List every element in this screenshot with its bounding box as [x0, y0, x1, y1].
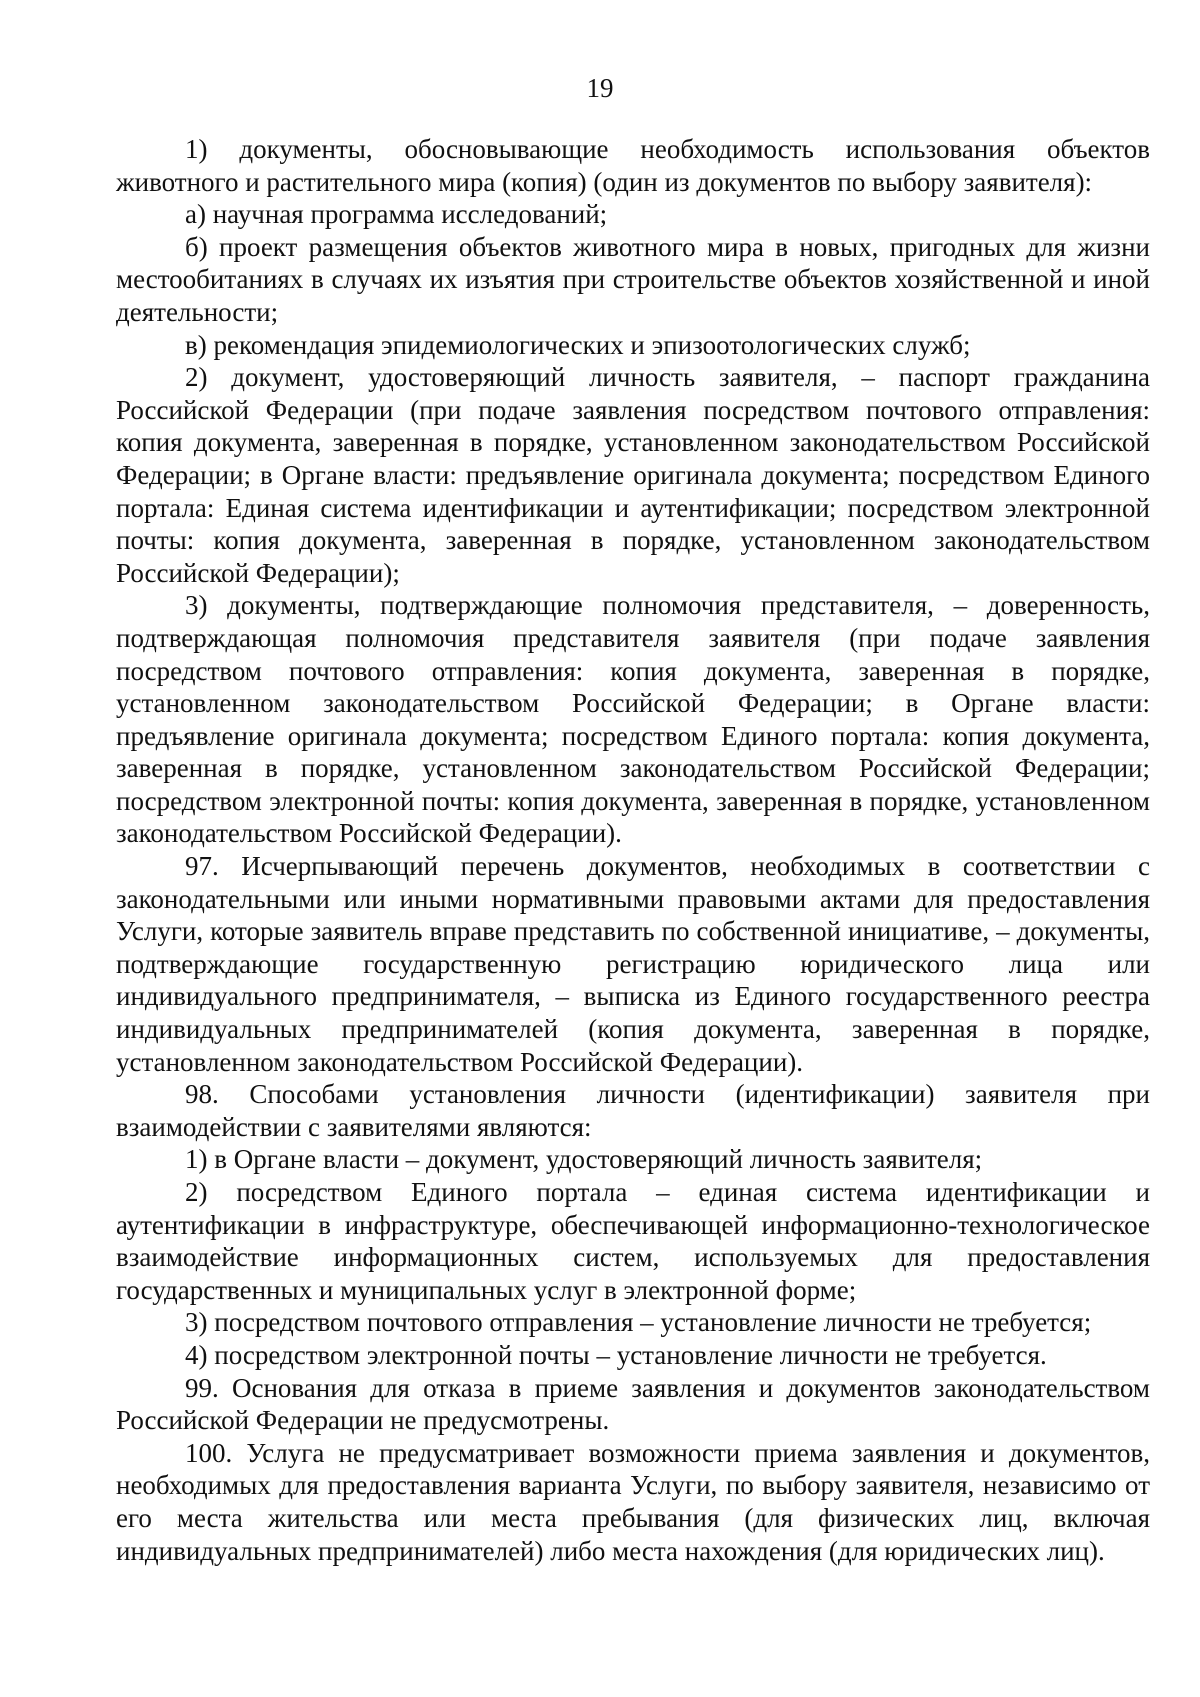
paragraph-98-item-3: 3) посредством почтового отправления – установление личности не требуется;	[185, 1307, 1092, 1338]
paragraph-subitem-a-research-program: а) научная программа исследований;	[185, 199, 608, 230]
paragraph-item-1-documents-justifying-use: 1) документы, обосновывающие необходимость использования объектов животного и растительного мира (копия) (один из документов по выбору заявителя):	[116, 134, 1150, 197]
paragraph-clause-98: 98. Способами установления личности (идентификации) заявителя при взаимодействии с заявителями являются:	[116, 1079, 1150, 1142]
paragraph-98-item-2: 2) посредством Единого портала – единая система идентификации и аутентификации в инфраструктуре, обеспечивающей информационно-технологическое взаимодействие информационных систем, используемых для предоставления государственных и муниципальных услуг в электронной форме;	[116, 1177, 1150, 1305]
paragraph-item-2-identity-document: 2) документ, удостоверяющий личность заявителя, – паспорт гражданина Российской Федерации (при подаче заявления посредством почтового отправления: копия документа, заверенная в порядке, установленном законодательством Российской Федерации; в Органе власти: предъявление оригинала документа; посредством Единого портала: Единая система идентификации и аутентификации; посредством электронной почты: копия документа, заверенная в порядке, установленном законодательством Российской Федерации);	[116, 362, 1150, 588]
paragraph-subitem-b-placement-project: б) проект размещения объектов животного мира в новых, пригодных для жизни местообитаниях в случаях их изъятия при строительстве объектов хозяйственной и иной деятельности;	[116, 231, 1150, 327]
paragraph-clause-100: 100. Услуга не предусматривает возможности приема заявления и документов, необходимых для предоставления варианта Услуги, по выбору заявителя, независимо от его места жительства или места пребывания (для физических лиц, включая индивидуальных предпринимателей) либо места нахождения (для юридических лиц).	[116, 1437, 1150, 1566]
page-number: 19	[586, 73, 614, 103]
paragraph-98-item-4: 4) посредством электронной почты – установление личности не требуется.	[185, 1339, 1047, 1370]
paragraph-clause-99: 99. Основания для отказа в приеме заявления и документов законодательством Российской Федерации не предусмотрены.	[116, 1372, 1150, 1436]
paragraph-item-3-representative-authority: 3) документы, подтверждающие полномочия представителя, – доверенность, подтверждающая полномочия представителя заявителя (при подаче заявления посредством почтового отправления: копия документа, заверенная в порядке, установленном законодательством Российской Федерации; в Органе власти: предъявление оригинала документа; посредством Единого портала: копия документа, заверенная в порядке, установленном законодательством Российской Федерации; посредством электронной почты: копия документа, заверенная в порядке, установленном законодательством Российской Федерации).	[116, 590, 1150, 849]
paragraph-clause-97: 97. Исчерпывающий перечень документов, необходимых в соответствии с законодательными или иными нормативными правовыми актами для предоставления Услуги, которые заявитель вправе представить по собственной инициативе, – документы, подтверждающие государственную регистрацию юридического лица или индивидуального предпринимателя, – выписка из Единого государственного реестра индивидуальных предпринимателей (копия документа, заверенная в порядке, установленном законодательством Российской Федерации).	[116, 851, 1150, 1077]
paragraph-subitem-v-recommendation: в) рекомендация эпидемиологических и эпизоотологических служб;	[185, 329, 971, 360]
document-body	[116, 133, 1150, 1567]
paragraph-98-item-1: 1) в Органе власти – документ, удостоверяющий личность заявителя;	[185, 1144, 983, 1175]
